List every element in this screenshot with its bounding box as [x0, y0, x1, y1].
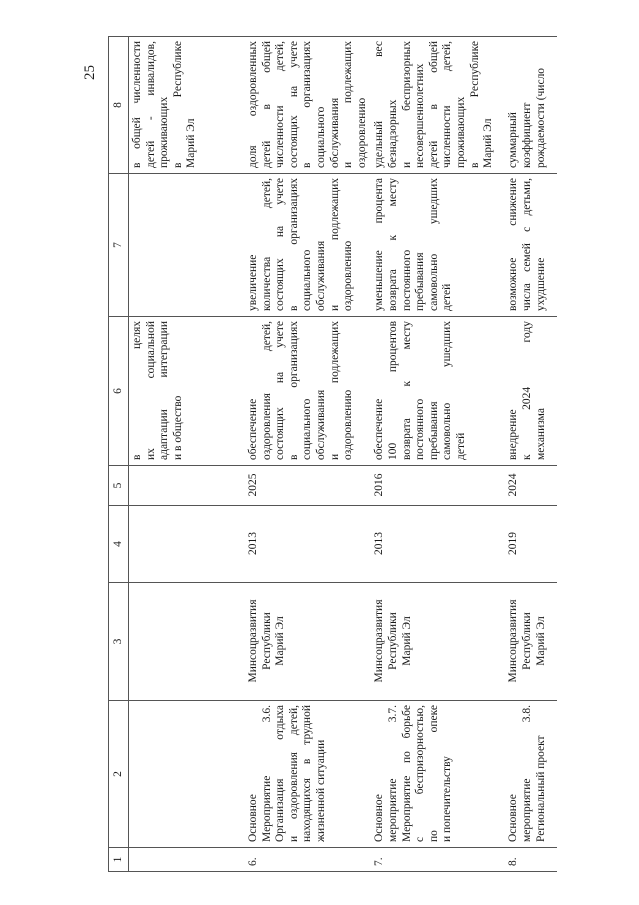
- cell-text-line: оздоровлению: [342, 389, 355, 460]
- cell-end: [129, 466, 246, 506]
- cell-executor: [129, 583, 246, 701]
- cell-text-line: увеличение: [247, 254, 259, 311]
- cell-text-line: проживающих: [158, 96, 171, 168]
- cell-text-line: мероприятие 3.8.: [520, 705, 533, 842]
- cell-text-line: в организациях: [287, 178, 300, 311]
- cell-text-line: обеспечение: [373, 398, 386, 460]
- cell-text-line: и в общество: [171, 395, 184, 460]
- cell-text-line: в организациях: [301, 41, 314, 168]
- cell-text-line: численности детей,: [441, 41, 454, 168]
- cell-text-line: детей в общей: [427, 41, 440, 168]
- cell-text-line: числа семей с детьми,: [520, 178, 533, 311]
- header-cell: 1: [109, 848, 129, 872]
- cell-text-line: Марий Эл: [274, 616, 287, 666]
- cell-text-line: обслуживания: [314, 240, 327, 311]
- cell-text-line: состоящих на учете: [287, 41, 300, 168]
- cell-text-line: Основное: [373, 794, 386, 842]
- cell-text-line: детей - инвалидов,: [144, 41, 157, 168]
- cell-num: 8.: [505, 848, 557, 872]
- cell-text-line: самовольно ушедших: [441, 321, 454, 460]
- cell-text-line: к 2024 году: [520, 321, 533, 460]
- cell-executor: [245, 583, 371, 701]
- cell-text-line: удельный вес: [373, 41, 386, 168]
- cell-text-line: возврата к месту: [386, 178, 399, 311]
- cell-text-line: и подлежащих: [328, 178, 341, 311]
- cell-name: [505, 701, 557, 848]
- cell-text-line: обеспечение: [247, 398, 259, 460]
- cell-text-line: жизненной ситуации: [314, 739, 327, 842]
- header-cell: 5: [109, 466, 129, 506]
- cell-text-line: доля оздоровленных: [247, 41, 259, 168]
- cell-num: 6.: [245, 848, 371, 872]
- cell-text-line: постоянного: [400, 249, 413, 311]
- cell-text-line: состоящих на учете: [274, 321, 287, 460]
- cell-text-line: обслуживания: [314, 389, 327, 460]
- cell-consequence: [371, 174, 505, 317]
- cell-text-line: пребывания: [414, 252, 427, 311]
- cell-text-line: безнадзорных: [386, 99, 399, 168]
- table-row: [371, 37, 505, 872]
- cell-text-line: Минсоцразвития: [373, 599, 386, 683]
- table-row: [505, 37, 557, 872]
- cell-text-line: Основное: [247, 794, 259, 842]
- cell-consequence: [505, 174, 557, 317]
- cell-name: [129, 701, 246, 848]
- cell-end: 2016: [371, 466, 505, 506]
- table-row: [245, 37, 371, 872]
- header-cell: 2: [109, 701, 129, 848]
- cell-indicator: [245, 37, 371, 174]
- cell-text-line: механизма: [534, 408, 547, 460]
- cell-text-line: Региональный проект: [534, 735, 547, 842]
- cell-text-line: уменьшение процента: [373, 178, 386, 311]
- cell-text-line: детей: [441, 283, 454, 311]
- cell-text-line: обслуживания: [328, 97, 341, 168]
- cell-indicator: [371, 37, 505, 174]
- header-cell: 8: [109, 37, 129, 174]
- cell-text-line: коэффициент: [520, 102, 533, 168]
- header-row: [109, 37, 129, 872]
- cell-text-line: Марий Эл: [534, 616, 547, 666]
- cell-text-line: Основное: [507, 794, 520, 842]
- cell-text-line: в организациях: [287, 321, 300, 460]
- cell-text-line: Минсоцразвития: [507, 599, 520, 683]
- cell-num: 7.: [371, 848, 505, 872]
- cell-num: [129, 848, 246, 872]
- cell-text-line: в Республике: [468, 41, 481, 168]
- cell-text-line: адаптации интеграции: [158, 321, 171, 460]
- cell-text-line: оздоровления детей,: [260, 321, 273, 460]
- cell-text-line: и оздоровления детей,: [287, 705, 300, 842]
- rotated-page: [108, 37, 553, 872]
- cell-executor: [371, 583, 505, 701]
- table-row-fragment: [129, 37, 246, 872]
- cell-text-line: численности детей,: [274, 41, 287, 168]
- cell-text-line: находящихся в трудной: [301, 705, 314, 842]
- cell-text-line: Марий Эл: [185, 118, 198, 168]
- cell-text-line: Минсоцразвития: [247, 599, 259, 683]
- cell-goal: [371, 317, 505, 466]
- cell-text-line: Республики: [520, 612, 533, 670]
- cell-end: 2024: [505, 466, 557, 506]
- cell-text-line: суммарный: [507, 112, 520, 168]
- cell-start: 2019: [505, 506, 557, 583]
- cell-indicator: [505, 37, 557, 174]
- cell-text-line: самовольно ушедших: [427, 178, 440, 311]
- cell-text-line: Мероприятие по борьбе: [400, 705, 413, 842]
- cell-text-line: Марий Эл: [482, 118, 495, 168]
- cell-text-line: Марий Эл: [400, 616, 413, 666]
- cell-name: [245, 701, 371, 848]
- cell-text-line: состоящих на учете: [274, 178, 287, 311]
- cell-text-line: по опеке: [427, 705, 440, 842]
- cell-text-line: возврата к месту: [400, 321, 413, 460]
- cell-text-line: количества детей,: [260, 178, 273, 311]
- cell-text-line: и беспризорных: [400, 41, 413, 168]
- cell-consequence: [129, 174, 246, 317]
- cell-text-line: проживающих: [454, 96, 467, 168]
- cell-text-line: 100 процентов: [386, 321, 399, 460]
- cell-text-line: Республики: [260, 612, 273, 670]
- cell-text-line: мероприятие 3.7.: [386, 705, 399, 842]
- cell-indicator: [129, 37, 246, 174]
- cell-goal: [245, 317, 371, 466]
- program-table: [108, 36, 557, 872]
- cell-executor: [505, 583, 557, 701]
- cell-text-line: в Республике: [171, 41, 184, 168]
- cell-text-line: ухудшение: [534, 257, 547, 311]
- cell-text-line: в целях: [131, 321, 143, 460]
- cell-goal: [505, 317, 557, 466]
- cell-text-line: социального: [301, 249, 314, 311]
- cell-text-line: детей: [454, 432, 467, 460]
- cell-consequence: [245, 174, 371, 317]
- cell-text-line: и попечительству: [441, 756, 454, 842]
- cell-start: [129, 506, 246, 583]
- cell-text-line: детей в общей: [260, 41, 273, 168]
- cell-text-line: пребывания: [427, 401, 440, 460]
- cell-text-line: оздоровлению: [355, 97, 368, 168]
- cell-text-line: Организация отдыха: [274, 705, 287, 842]
- cell-text-line: и подлежащих: [328, 321, 341, 460]
- cell-text-line: Мероприятие 3.6.: [260, 705, 273, 842]
- cell-text-line: возможное снижение: [507, 178, 520, 311]
- header-cell: 4: [109, 506, 129, 583]
- header-cell: 3: [109, 583, 129, 701]
- cell-text-line: и подлежащих: [342, 41, 355, 168]
- page-number: 25: [82, 65, 98, 80]
- cell-text-line: рождаемости (число: [534, 67, 547, 168]
- header-cell: 6: [109, 317, 129, 466]
- cell-start: 2013: [245, 506, 371, 583]
- cell-text-line: Республики: [386, 612, 399, 670]
- cell-goal: [129, 317, 246, 466]
- cell-text-line: постоянного: [414, 398, 427, 460]
- cell-text-line: их социальной: [144, 321, 157, 460]
- header-cell: 7: [109, 174, 129, 317]
- cell-text-line: внедрение: [507, 409, 520, 460]
- cell-text-line: социального: [314, 106, 327, 168]
- cell-name: [371, 701, 505, 848]
- cell-text-line: несовершеннолетних: [414, 63, 427, 168]
- cell-text-line: оздоровлению: [342, 240, 355, 311]
- cell-start: 2013: [371, 506, 505, 583]
- cell-text-line: социального: [301, 398, 314, 460]
- cell-end: 2025: [245, 466, 371, 506]
- cell-text-line: с беспризорностью,: [414, 705, 427, 842]
- cell-text-line: в общей численности: [131, 41, 143, 168]
